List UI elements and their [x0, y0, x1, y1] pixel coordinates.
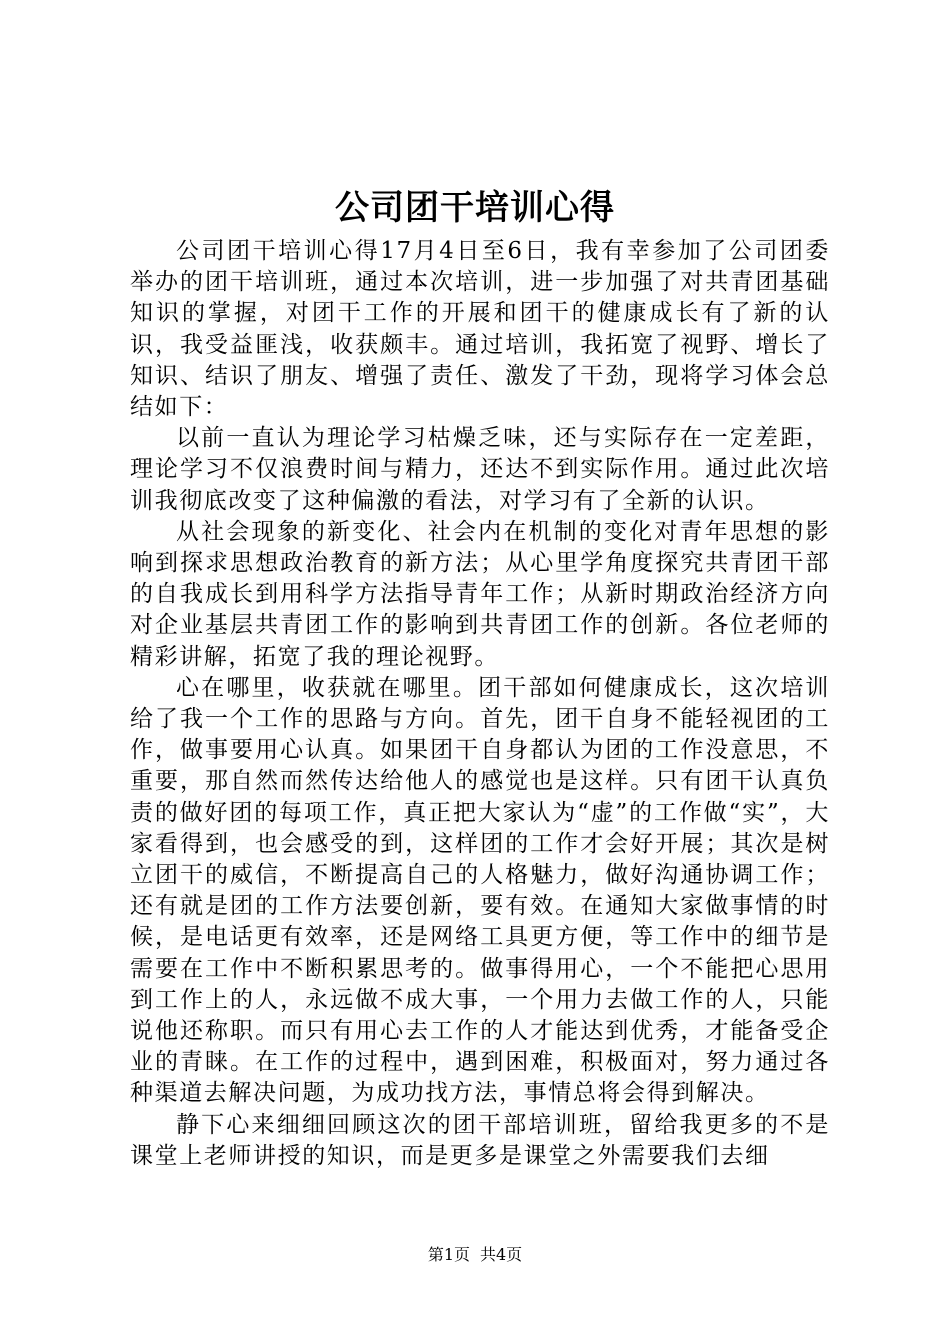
document-title: 公司团干培训心得	[335, 188, 615, 228]
paragraph-reflection: 静下心来细细回顾这次的团干部培训班，留给我更多的不是课堂上老师讲授的知识，而是更多是课堂之外需要我们去细	[130, 1111, 830, 1169]
page-footer	[0, 1243, 950, 1267]
page-total: 共4页	[480, 1245, 523, 1264]
paragraph-course-content: 从社会现象的新变化、社会内在机制的变化对青年思想的影响到探求思想政治教育的新方法；从心里学角度探究共青团干部的自我成长到用科学方法指导青年工作；从新时期政治经济方向对企业基层共青团工作的影响到共青团工作的创新。各位老师的精彩讲解，拓宽了我的理论视野。	[130, 518, 830, 670]
paragraph-intro: 公司团干培训心得17月4日至6日，我有幸参加了公司团委举办的团干培训班，通过本次培训，进一步加强了对共青团基础知识的掌握，对团干工作的开展和团干的健康成长有了新的认识，我受益匪浅，收获颇丰。通过培训，我拓宽了视野、增长了知识、结识了朋友、增强了责任、激发了干劲，现将学习体会总结如下：	[130, 238, 830, 421]
paragraph-theory-study: 以前一直认为理论学习枯燥乏味，还与实际存在一定差距，理论学习不仅浪费时间与精力，还达不到实际作用。通过此次培训我彻底改变了这种偏激的看法，对学习有了全新的认识。	[130, 425, 830, 514]
page-number: 第1页	[427, 1245, 470, 1264]
paragraph-work-method: 心在哪里，收获就在哪里。团干部如何健康成长，这次培训给了我一个工作的思路与方向。首先，团干自身不能轻视团的工作，做事要用心认真。如果团干自身都认为团的工作没意思，不重要，那自然而然传达给他人的感觉也是这样。只有团干认真负责的做好团的每项工作，真正把大家认为“虚”的工作做“实”，大家看得到，也会感受的到，这样团的工作才会好开展；其次是树立团干的威信，不断提高自己的人格魅力，做好沟通协调工作；还有就是团的工作方法要创新，要有效。在通知大家做事情的时候，是电话更有效率，还是网络工具更方便，等工作中的细节是需要在工作中不断积累思考的。做事得用心，一个不能把心思用到工作上的人，永远做不成大事，一个用力去做工作的人，只能说他还称职。而只有用心去工作的人才能达到优秀，才能备受企业的青睐。在工作的过程中，遇到困难，积极面对，努力通过各种渠道去解决问题，为成功找方法，事情总将会得到解决。	[130, 674, 830, 1107]
document-body	[130, 236, 830, 1172]
